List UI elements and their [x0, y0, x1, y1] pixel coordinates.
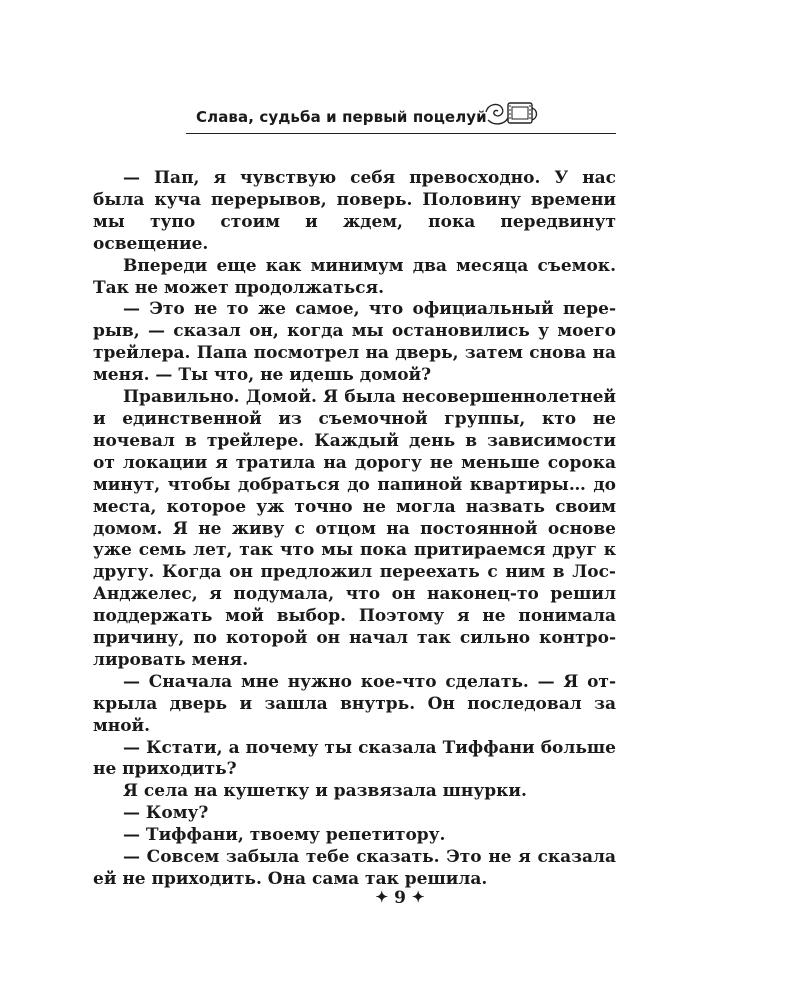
film-reel-icon — [482, 98, 542, 130]
paragraph: Впереди еще как минимум два месяца съемок. Так не может продолжаться. — [93, 255, 616, 298]
paragraph: — Пап, я чувствую себя превосходно. У нас была куча перерывов, поверь. Половину времени мы тупо стоим и ждем, пока передвинут освещение. — [93, 168, 616, 254]
star-ornament-icon: ✦ — [411, 888, 425, 906]
page-number-footer — [0, 888, 800, 908]
page-number: 9 — [394, 888, 406, 908]
paragraph: — Кому? — [123, 803, 209, 824]
header-title: Слава, судьба и первый поцелуй — [196, 108, 487, 126]
paragraph: — Это не то же самое, что официальный перерыв, — сказал он, когда мы остановились у моего трейлера. Папа посмотрел на дверь, затем снова на меня. — Ты что, не идешь домой? — [93, 299, 616, 386]
running-header — [186, 96, 616, 136]
star-ornament-icon: ✦ — [375, 888, 389, 906]
paragraph: — Сначала мне нужно кое-что сделать. — Я открыла дверь и зашла внутрь. Он последовал за мной. — [93, 671, 616, 736]
paragraph: — Кстати, а почему ты сказала Тиффани больше не приходить? — [93, 737, 616, 780]
paragraph: Правильно. Домой. Я была несовершеннолетней и единственной из съемочной группы, кто не ночевал в трейлере. Каждый день в зависимости от локации я тратила на дорогу не меньше сорока минут, чтобы добраться до папиной квартиры… до места, которое уж точно не могла назвать своим домом. Я не живу с отцом на постоянной основе уже семь лет, так что мы пока притираемся друг к другу. Когда он предложил переехать с ним в Лос-Анджелес, я подумала, что он наконец-то решил поддержать мой выбор. Поэтому я не понимала причину, по которой он начал так сильно контролировать меня. — [93, 387, 616, 670]
paragraph: Я села на кушетку и развязала шнурки. — [123, 781, 527, 802]
paragraph: — Совсем забыла тебе сказать. Это не я сказала ей не приходить. Она сама так решила. — [93, 847, 616, 889]
header-divider — [186, 133, 616, 134]
body-text — [93, 168, 616, 891]
paragraph: — Тиффани, твоему репетитору. — [123, 825, 446, 846]
